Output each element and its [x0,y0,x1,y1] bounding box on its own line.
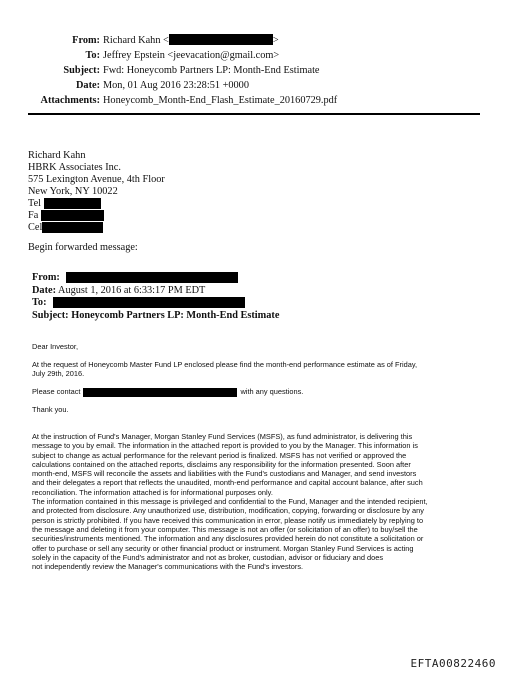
disclaimer-line: subject to change as actual performance for the relevant period is finalized. MSFS has not verified or approved the [32,450,407,460]
redaction-bar [83,388,237,397]
redaction-bar [41,210,104,221]
attachments-label: Attachments: [40,95,100,106]
signature-address1: 575 Lexington Avenue, 4th Floor [28,174,165,185]
from-value: Richard Kahn < > [103,35,279,46]
greeting: Dear Investor, [32,342,79,351]
intro-paragraph: At the request of Honeycomb Master Fund LP enclosed please find the month-end performance estimate as of Friday, July 29th, 2016. [32,360,418,379]
disclaimer-line: not independently review the Manager's communications with the Fund's investors. [32,562,304,572]
fwd-date: Date: August 1, 2016 at 6:33:17 PM EDT [32,284,206,296]
thanks-line: Thank you. [32,405,69,414]
disclaimer-paragraph [32,432,482,571]
signature-address2: New York, NY 10022 [28,186,118,197]
disclaimer-line: month-end, MSFS will reconcile the assets and liabilities with the Fund's custodians and Manager, and send investors [32,469,417,479]
disclaimer-line: At the instruction of Fund's Manager, Morgan Stanley Fund Services (MSFS), as fund administrator, is delivering this [32,432,413,441]
attachments-value: Honeycomb_Month-End_Flash_Estimate_20160729.pdf [103,95,338,106]
subject-label: Subject: [63,65,100,76]
from-label: From: [72,35,100,46]
fwd-subject: Subject: Honeycomb Partners LP: Month-End Estimate [32,309,280,321]
forwarded-header [32,272,279,322]
contact-line: Please contact with any questions. [32,387,304,396]
fwd-from: From: [32,272,279,285]
signature-block [28,150,165,234]
disclaimer-line: securities/instruments mentioned. The information and any disclosures provided herein do not constitute a solicitation or [32,534,424,544]
signature-name: Richard Kahn [28,150,86,161]
redaction-bar [53,297,245,308]
redaction-bar [169,34,273,45]
disclaimer-line: and protected from disclosure. Any unauthorized use, distribution, modification, copying, forwarding or disclosure by any [32,506,424,516]
to-value: Jeffrey Epstein <jeevacation@gmail.com> [103,50,280,61]
signature-tel: Tel [28,198,165,210]
disclaimer-line: calculations contained on the attached reports, disclaims any responsibility for the information presented. Soon after [32,459,411,469]
redaction-bar [66,272,238,283]
to-label: To: [85,50,100,61]
redaction-bar [44,198,101,209]
disclaimer-line: solely in the capacity of the Fund's administrator and not as broker, custodian, advisor or fiduciary and does [32,552,384,562]
disclaimer-line: The information contained in this message is privileged and confidential to the Fund, Manager and the intended recipient, [32,497,428,507]
fwd-to: To: [32,297,279,310]
disclaimer-line: the message and deleting it from your computer. This message is not an offer (or solicitation of an offer) to buy/sell the [32,524,418,534]
signature-fax: Fa [28,210,165,222]
disclaimer-line: person is strictly prohibited. If you have received this communication in error, please notify us immediately by replying to [32,515,424,525]
signature-cell: Cel [28,222,165,234]
header-divider [28,113,480,115]
redaction-bar [42,222,103,233]
disclaimer-line: reconciliation. The information attached is for informational purposes only. [32,487,273,497]
signature-company: HBRK Associates Inc. [28,162,121,173]
date-value: Mon, 01 Aug 2016 23:28:51 +0000 [103,80,249,91]
subject-value: Fwd: Honeycomb Partners LP: Month-End Estimate [103,65,320,76]
disclaimer-line: message to you by email. The information in the attached report is provided to you by the Manager. This information is [32,441,418,451]
disclaimer-line: offer to purchase or sell any security or other financial product or instrument. Morgan Stanley Fund Services is acting [32,543,414,553]
disclaimer-line: and their delegates a report that reflects the unaudited, month-end performance and capital account balance, after such [32,478,423,488]
forwarded-label: Begin forwarded message: [28,242,138,253]
date-label: Date: [75,80,100,91]
bates-stamp: EFTA00822460 [410,657,496,670]
